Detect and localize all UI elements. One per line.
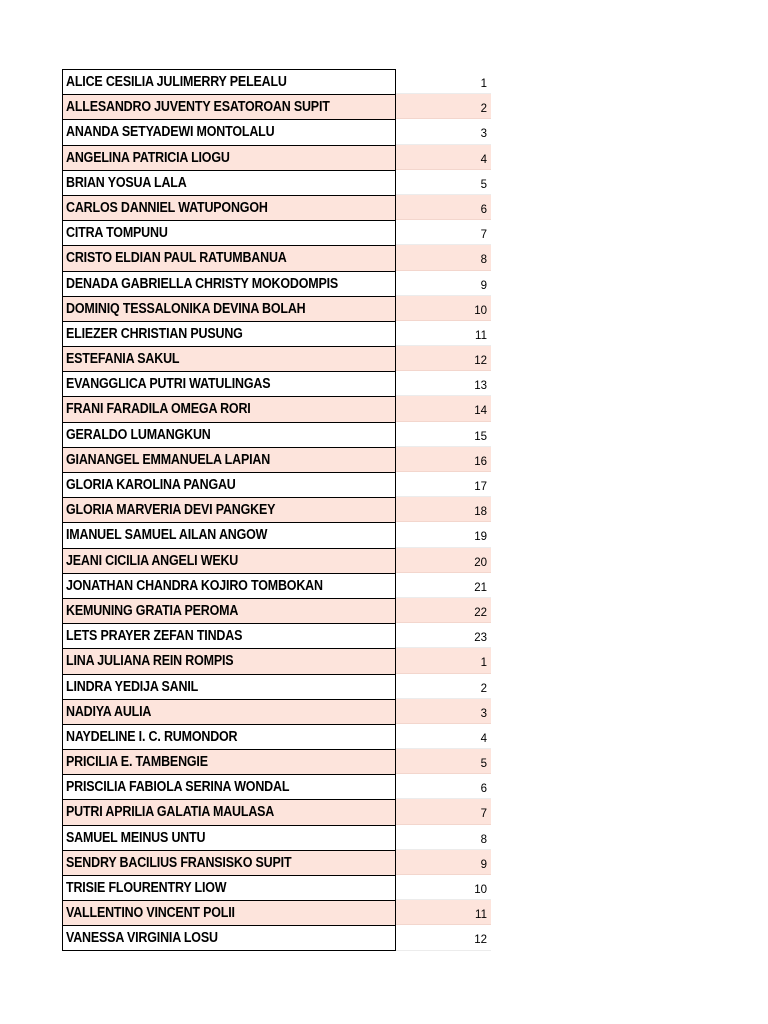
- name-text: ANGELINA PATRICIA LIOGU: [66, 149, 230, 166]
- name-text: TRISIE FLOURENTRY LIOW: [66, 880, 227, 896]
- name-text: ELIEZER CHRISTIAN PUSUNG: [66, 325, 243, 342]
- table-row: [62, 119, 491, 144]
- name-text: GLORIA MARVERIA DEVI PANGKEY: [66, 502, 276, 519]
- name-cell: [62, 825, 396, 850]
- name-cell: [62, 724, 396, 749]
- name-cell: [62, 799, 396, 824]
- table-row: [62, 447, 491, 472]
- name-text: CARLOS DANNIEL WATUPONGOH: [66, 199, 268, 216]
- name-text: LINDRA YEDIJA SANIL: [66, 678, 199, 695]
- name-text: ALLESANDRO JUVENTY ESATOROAN SUPIT: [66, 99, 330, 116]
- name-cell: [62, 925, 396, 950]
- number-cell: 1: [396, 648, 491, 673]
- name-text: DENADA GABRIELLA CHRISTY MOKODOMPIS: [66, 275, 339, 292]
- name-cell: [62, 497, 396, 522]
- name-cell: [62, 472, 396, 497]
- number-cell: 13: [396, 371, 491, 396]
- table-row: [62, 850, 491, 875]
- number-cell: 2: [396, 674, 491, 699]
- name-text: SAMUEL MEINUS UNTU: [66, 829, 206, 846]
- table-row: [62, 573, 491, 598]
- number-cell: 4: [396, 145, 491, 170]
- table-row: [62, 598, 491, 623]
- name-cell: [62, 648, 396, 673]
- name-text: VANESSA VIRGINIA LOSU: [66, 930, 218, 947]
- name-text: GERALDO LUMANGKUN: [66, 426, 211, 443]
- name-cell: [62, 674, 396, 699]
- name-text: ESTEFANIA SAKUL: [66, 351, 180, 368]
- name-cell: [62, 422, 396, 447]
- name-text: ANANDA SETYADEWI MONTOLALU: [66, 124, 275, 141]
- table-row: [62, 170, 491, 195]
- number-cell: 8: [396, 245, 491, 270]
- number-cell: 15: [396, 422, 491, 447]
- number-cell: 4: [396, 724, 491, 749]
- number-cell: 8: [396, 825, 491, 850]
- number-cell: 5: [396, 749, 491, 774]
- name-text: EVANGGLICA PUTRI WATULINGAS: [66, 376, 271, 393]
- table-row: [62, 472, 491, 497]
- name-cell: [62, 396, 396, 421]
- name-text: NADIYA AULIA: [66, 703, 152, 720]
- name-text: PUTRI APRILIA GALATIA MAULASA: [66, 804, 275, 821]
- table-row: [62, 724, 491, 749]
- number-cell: 9: [396, 850, 491, 875]
- number-cell: 1: [396, 69, 491, 94]
- number-cell: 10: [396, 296, 491, 321]
- number-cell: 2: [396, 94, 491, 119]
- number-cell: 9: [396, 271, 491, 296]
- name-text: FRANI FARADILA OMEGA RORI: [66, 401, 251, 418]
- name-text: PRICILIA E. TAMBENGIE: [66, 754, 208, 771]
- table-row: [62, 422, 491, 447]
- name-text: ALICE CESILIA JULIMERRY PELEALU: [66, 74, 287, 90]
- table-row: [62, 346, 491, 371]
- table-row: [62, 145, 491, 170]
- table-row: [62, 371, 491, 396]
- table-row: [62, 195, 491, 220]
- name-cell: [62, 749, 396, 774]
- table-row: [62, 245, 491, 270]
- table-row: [62, 749, 491, 774]
- table-row: [62, 69, 491, 94]
- name-text: VALLENTINO VINCENT POLII: [66, 905, 235, 922]
- number-cell: 11: [396, 321, 491, 346]
- name-cell: [62, 598, 396, 623]
- name-cell: [62, 271, 396, 296]
- table-row: [62, 220, 491, 245]
- name-text: IMANUEL SAMUEL AILAN ANGOW: [66, 527, 268, 544]
- number-cell: 18: [396, 497, 491, 522]
- table-row: [62, 925, 491, 950]
- name-cell: [62, 94, 396, 119]
- number-cell: 19: [396, 522, 491, 547]
- number-cell: 17: [396, 472, 491, 497]
- table-row: [62, 875, 491, 900]
- table-row: [62, 648, 491, 673]
- table-row: [62, 94, 491, 119]
- number-cell: 6: [396, 195, 491, 220]
- name-text: GIANANGEL EMMANUELA LAPIAN: [66, 451, 271, 468]
- name-cell: [62, 119, 396, 144]
- name-cell: [62, 522, 396, 547]
- number-cell: 23: [396, 623, 491, 648]
- name-list-table: [62, 69, 491, 951]
- number-cell: 11: [396, 900, 491, 925]
- name-text: CRISTO ELDIAN PAUL RATUMBANUA: [66, 250, 287, 267]
- number-cell: 16: [396, 447, 491, 472]
- table-row: [62, 396, 491, 421]
- name-text: NAYDELINE I. C. RUMONDOR: [66, 728, 238, 745]
- name-text: SENDRY BACILIUS FRANSISKO SUPIT: [66, 854, 292, 871]
- name-cell: [62, 447, 396, 472]
- name-cell: [62, 774, 396, 799]
- table-row: [62, 271, 491, 296]
- number-cell: 14: [396, 396, 491, 421]
- name-cell: [62, 371, 396, 396]
- name-cell: [62, 850, 396, 875]
- number-cell: 10: [396, 875, 491, 900]
- name-text: KEMUNING GRATIA PEROMA: [66, 602, 239, 619]
- table-row: [62, 699, 491, 724]
- number-cell: 3: [396, 119, 491, 144]
- name-cell: [62, 245, 396, 270]
- number-cell: 21: [396, 573, 491, 598]
- table-row: [62, 825, 491, 850]
- name-text: JONATHAN CHANDRA KOJIRO TOMBOKAN: [66, 577, 323, 594]
- number-cell: 5: [396, 170, 491, 195]
- name-text: GLORIA KAROLINA PANGAU: [66, 477, 236, 493]
- name-cell: [62, 145, 396, 170]
- name-text: DOMINIQ TESSALONIKA DEVINA BOLAH: [66, 300, 306, 317]
- name-cell: [62, 573, 396, 598]
- name-text: PRISCILIA FABIOLA SERINA WONDAL: [66, 779, 290, 796]
- name-text: LETS PRAYER ZEFAN TINDAS: [66, 628, 243, 645]
- name-cell: [62, 548, 396, 573]
- table-row: [62, 674, 491, 699]
- number-cell: 12: [396, 925, 491, 950]
- table-row: [62, 623, 491, 648]
- name-cell: [62, 623, 396, 648]
- table-row: [62, 522, 491, 547]
- number-cell: 7: [396, 220, 491, 245]
- name-cell: [62, 321, 396, 346]
- name-cell: [62, 69, 396, 94]
- table-row: [62, 321, 491, 346]
- number-cell: 6: [396, 774, 491, 799]
- name-cell: [62, 220, 396, 245]
- name-cell: [62, 195, 396, 220]
- number-cell: 20: [396, 548, 491, 573]
- number-cell: 3: [396, 699, 491, 724]
- name-text: LINA JULIANA REIN ROMPIS: [66, 653, 234, 670]
- table-row: [62, 497, 491, 522]
- table-row: [62, 296, 491, 321]
- name-cell: [62, 170, 396, 195]
- name-text: CITRA TOMPUNU: [66, 225, 168, 242]
- table-row: [62, 774, 491, 799]
- number-cell: 7: [396, 799, 491, 824]
- name-cell: [62, 699, 396, 724]
- name-text: JEANI CICILIA ANGELI WEKU: [66, 552, 239, 569]
- table-row: [62, 799, 491, 824]
- name-cell: [62, 875, 396, 900]
- number-cell: 12: [396, 346, 491, 371]
- table-row: [62, 900, 491, 925]
- number-cell: 22: [396, 598, 491, 623]
- name-text: BRIAN YOSUA LALA: [66, 174, 187, 191]
- name-cell: [62, 296, 396, 321]
- name-cell: [62, 346, 396, 371]
- table-row: [62, 548, 491, 573]
- name-cell: [62, 900, 396, 925]
